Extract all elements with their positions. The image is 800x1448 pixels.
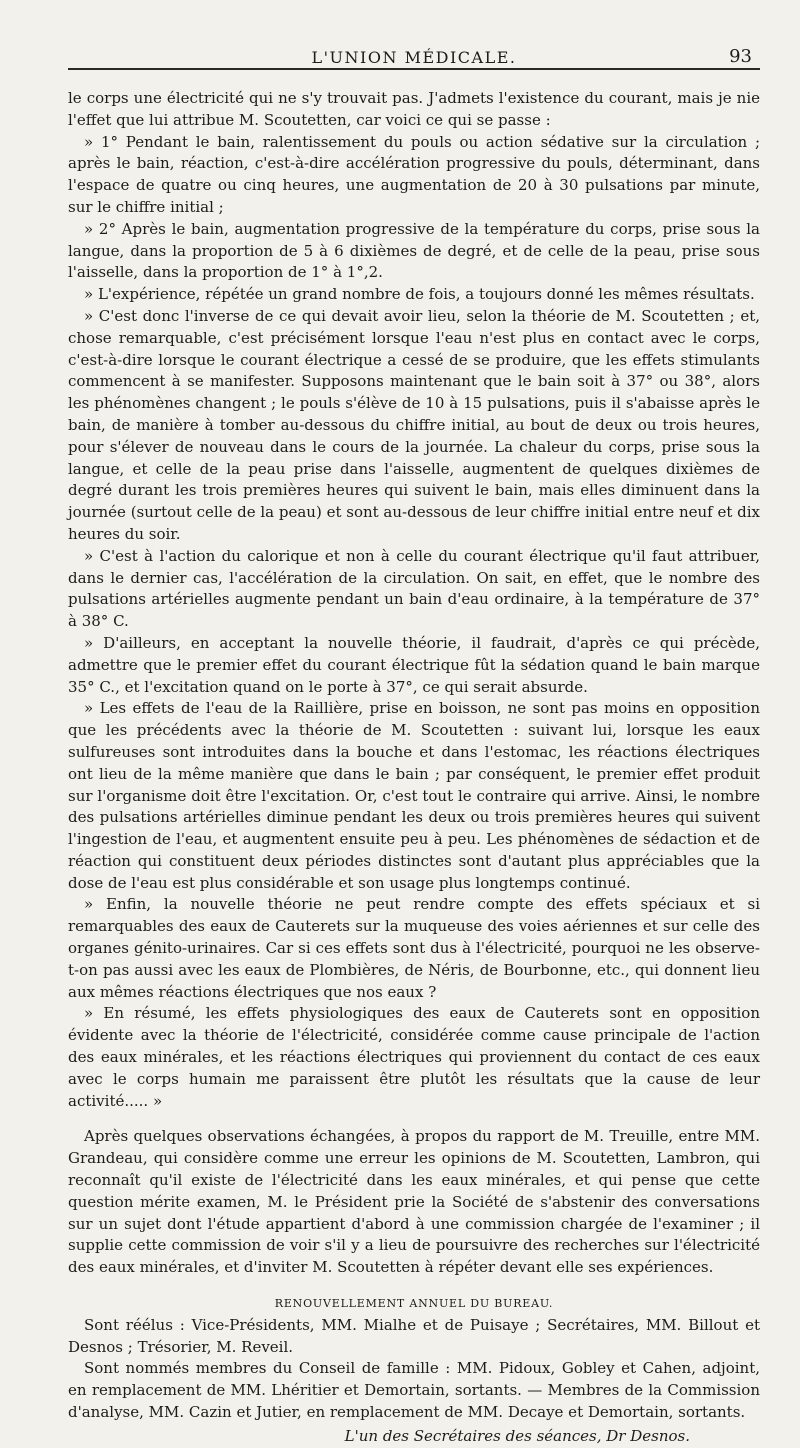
paragraph: » 1° Pendant le bain, ralentissement du pouls ou action sédative sur la circulation ; après le bain, réaction, c'est-à-dire accélération progressive du pouls, déterminant, dans l'espace de quatre ou cinq heures, une augmentation de 20 à 30 pulsations par minute, sur le chiffre initial ; (68, 132, 760, 216)
running-title: L'UNION MÉDICALE. (311, 48, 517, 67)
bureau-paragraph: Sont réélus : Vice-Présidents, MM. Mialhe et de Puisaye ; Secrétaires, MM. Billout et Desnos ; Trésorier, M. Reveil. (68, 1315, 760, 1356)
paragraph: » Les effets de l'eau de la Raillière, prise en boisson, ne sont pas moins en opposition que les précédents avec la théorie de M. Scoutetten : suivant lui, lorsque les eaux sulfureuses sont introduites dans la bouche et dans l'estomac, les réactions électriques ont lieu de la même manière que dans le bain ; par conséquent, le premier effet produit sur l'organisme doit être l'excitation. Or, c'est tout le contraire qui arrive. Ainsi, le nombre des pulsations artérielles diminue pendant les deux ou trois premières heures qui suivent l'ingestion de l'eau, et augmentent ensuite peu à peu. Les phénomènes de sédaction et de réaction qui constituent deux périodes distinctes sont d'autant plus appréciables que la dose de l'eau est plus considérable et son usage plus longtemps continué. (68, 699, 760, 892)
signature: L'un des Secrétaires des séances, Dr Desnos. (344, 1426, 690, 1445)
paragraph: » L'expérience, répétée un grand nombre de fois, a toujours donné les mêmes résultats. (84, 285, 755, 304)
paragraph: » C'est donc l'inverse de ce qui devait avoir lieu, selon la théorie de M. Scoutetten ; et, chose remarquable, c'est précisément lorsque l'eau n'est plus en contact avec le corps, c'est-à-dire lorsque le courant électrique a cessé de se produire, que les effets stimulants commencent à se manifester. Supposons maintenant que le bain soit à 37° ou 38°, alors les phénomènes changent ; le pouls s'élève de 10 à 15 pulsations, puis il s'abaisse après le bain, de manière à tomber au-dessous du chiffre initial, au bout de deux ou trois heures, pour s'élever de nouveau dans le cours de la journée. La chaleur du corps, prise sous la langue, et celle de la peau prise dans l'aisselle, augmentent de quelques dixièmes de degré durant les trois premières heures qui suivent le bain, mais elles diminuent dans la journée (surtout celle de la peau) et sont au-dessous de leur chiffre initial entre neuf et dix heures du soir. (68, 306, 760, 543)
article-body (68, 88, 760, 1448)
narrative-paragraph: Après quelques observations échangées, à propos du rapport de M. Treuille, entre MM. Grandeau, qui considère comme une erreur les opinions de M. Scoutetten, Lambron, qui reconnaît qu'il existe de l'électricité dans les eaux minérales, et qui pense que cette question mérite examen, M. le Président prie la Société de s'abstenir des conversations sur un sujet dont l'étude appartient d'abord à une commission chargée de l'examiner ; il supplie cette commission de voir s'il y a lieu de poursuivre des recherches sur l'électricité des eaux minérales, et d'inviter M. Scoutetten à répéter devant elle ses expériences. (68, 1127, 760, 1277)
paragraph: » En résumé, les effets physiologiques des eaux de Cauterets sont en opposition évidente avec la théorie de l'électricité, considérée comme cause principale de l'action des eaux minérales, et les réactions électriques qui proviennent du contact de ces eaux avec le corps humain me paraissent être plutôt les résultats que la cause de leur activité..... » (68, 1004, 760, 1110)
page-number: 93 (729, 46, 752, 67)
paragraph: » Enfin, la nouvelle théorie ne peut rendre compte des effets spéciaux et si remarquables des eaux de Cauterets sur la muqueuse des voies aériennes et sur celle des organes génito-urinaires. Car si ces effets sont dus à l'électricité, pourquoi ne les observe-t-on pas aussi avec les eaux de Plombières, de Néris, de Bourbonne, etc., qui donnent lieu aux mêmes réactions électriques que nos eaux ? (68, 895, 760, 1001)
paragraph: » 2° Après le bain, augmentation progressive de la température du corps, prise sous la langue, dans la proportion de 5 à 6 dixièmes de degré, et de celle de la peau, prise sous l'aisselle, dans la proportion de 1° à 1°,2. (68, 219, 760, 282)
paragraph: » D'ailleurs, en acceptant la nouvelle théorie, il faudrait, d'après ce qui précède, admettre que le premier effet du courant électrique fût la sédation quand le bain marque 35° C., et l'excitation quand on le porte à 37°, ce qui serait absurde. (68, 633, 760, 696)
paragraph: » C'est à l'action du calorique et non à celle du courant électrique qu'il faut attribuer, dans le dernier cas, l'accélération de la circulation. On sait, en effet, que le nombre des pulsations artérielles augmente pendant un bain d'eau ordinaire, à la température de 37° à 38° C. (68, 546, 760, 631)
page-header (68, 0, 760, 70)
paragraph: le corps une électricité qui ne s'y trouvait pas. J'admets l'existence du courant, mais je nie l'effet que lui attribue M. Scoutetten, car voici ce qui se passe : (68, 89, 760, 129)
bureau-paragraph: Sont nommés membres du Conseil de famille : MM. Pidoux, Gobley et Cahen, adjoint, en remplacement de MM. Lhéritier et Demortain, sortants. — Membres de la Commission d'analyse, MM. Cazin et Jutier, en remplacement de MM. Decaye et Demortain, sortants. (68, 1359, 760, 1422)
section-heading: RENOUVELLEMENT ANNUEL DU BUREAU. (274, 1297, 554, 1311)
